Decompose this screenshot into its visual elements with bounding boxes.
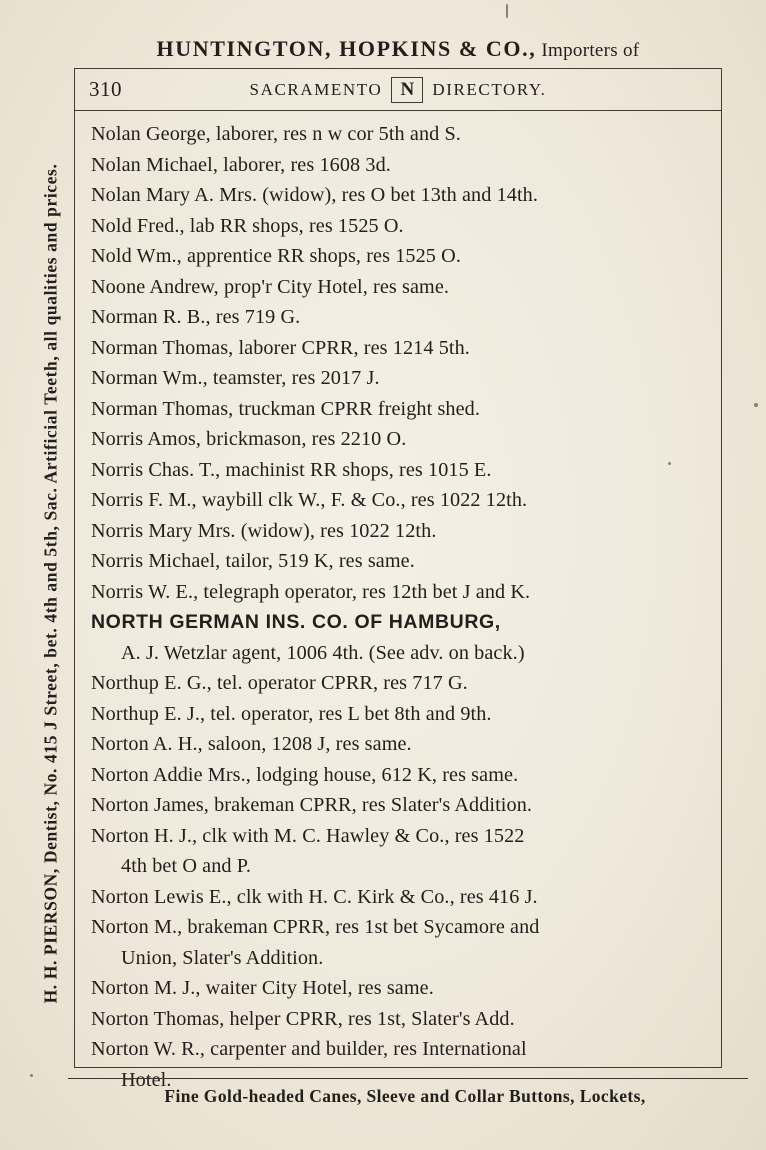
directory-entry <box>91 607 707 668</box>
directory-entry-text: Norton M. J., waiter City Hotel, res same. <box>91 977 434 999</box>
directory-entry <box>91 1004 707 1035</box>
directory-entry <box>91 150 707 181</box>
paper-speck <box>754 403 758 407</box>
directory-entry-text: Norton James, brakeman CPRR, res Slater's Addition. <box>91 794 533 816</box>
directory-entry <box>91 119 707 150</box>
directory-entry-text: Nolan Mary A. Mrs. (widow), res O bet 13th and 14th. <box>91 184 539 206</box>
directory-entry-text: Norton H. J., clk with M. C. Hawley & Co., res 1522 <box>91 824 525 847</box>
header-city: SACRAMENTO <box>249 79 383 99</box>
directory-entry-text: Norman Thomas, laborer CPRR, res 1214 5th. <box>91 336 470 359</box>
directory-entry-text: Norman Thomas, truckman CPRR freight shed. <box>91 397 481 420</box>
directory-entry <box>91 790 707 821</box>
directory-entry <box>91 272 707 303</box>
running-foot: Fine Gold-headed Canes, Sleeve and Collar Buttons, Lockets, <box>164 1086 646 1106</box>
directory-entry <box>91 821 707 882</box>
directory-entry-text: Norris W. E., telegraph operator, res 12th bet J and K. <box>91 580 531 603</box>
directory-entry <box>91 516 707 547</box>
directory-entry <box>91 394 707 425</box>
directory-entry-continuation: A. J. Wetzlar agent, 1006 4th. (See adv. on back.) <box>121 641 525 664</box>
directory-entry-text: NORTH GERMAN INS. CO. OF HAMBURG, <box>91 611 501 633</box>
entry-list <box>75 111 721 1095</box>
header-directory: DIRECTORY. <box>432 79 547 99</box>
directory-entry-text: Northup E. G., tel. operator CPRR, res 717 G. <box>91 672 468 694</box>
directory-entry-text: Norman R. B., res 719 G. <box>91 306 301 328</box>
directory-entry-text: Norton W. R., carpenter and builder, res International <box>91 1038 527 1060</box>
directory-entry-text: Noone Andrew, prop'r City Hotel, res same. <box>91 275 450 298</box>
directory-entry <box>91 363 707 394</box>
directory-entry-text: Norton Addie Mrs., lodging house, 612 K, res same. <box>91 763 519 786</box>
directory-entry <box>91 424 707 455</box>
column-header <box>75 69 721 111</box>
directory-entry-text: Norris Mary Mrs. (widow), res 1022 12th. <box>91 519 437 542</box>
directory-entry-continuation: 4th bet O and P. <box>121 855 252 877</box>
directory-entry <box>91 485 707 516</box>
directory-entry <box>91 546 707 577</box>
directory-entry-text: Nold Fred., lab RR shops, res 1525 O. <box>91 214 404 237</box>
directory-entry-text: Norris Chas. T., machinist RR shops, res 1015 E. <box>91 458 492 481</box>
directory-entry-text: Norton Lewis E., clk with H. C. Kirk & Co., res 416 J. <box>91 885 538 908</box>
side-advertisement <box>34 118 68 1048</box>
paper-speck <box>30 1074 33 1077</box>
directory-entry-continuation: Hotel. <box>121 1068 172 1091</box>
directory-entry-text: Norton Thomas, helper CPRR, res 1st, Slater's Add. <box>91 1007 515 1030</box>
directory-entry <box>91 455 707 486</box>
directory-entry <box>91 882 707 913</box>
directory-entry-text: Norris F. M., waybill clk W., F. & Co., res 1022 12th. <box>91 489 528 511</box>
running-head-rest: Importers of <box>536 40 640 61</box>
directory-entry-text: Nold Wm., apprentice RR shops, res 1525 O. <box>91 245 461 267</box>
directory-entry <box>91 699 707 730</box>
directory-entry-text: Nolan Michael, laborer, res 1608 3d. <box>91 153 391 176</box>
directory-entry <box>91 668 707 699</box>
directory-entry <box>91 180 707 211</box>
directory-entry <box>91 912 707 973</box>
directory-entry <box>91 211 707 242</box>
directory-entry-text: Norris Amos, brickmason, res 2210 O. <box>91 428 407 450</box>
section-letter: N <box>391 77 423 103</box>
directory-entry <box>91 973 707 1004</box>
paper-speck <box>506 4 508 18</box>
running-head-company: HUNTINGTON, HOPKINS & CO., <box>156 36 537 61</box>
paper-speck <box>668 462 671 465</box>
directory-entry <box>91 760 707 791</box>
directory-entry-text: Norman Wm., teamster, res 2017 J. <box>91 367 380 389</box>
directory-entry-text: Norris Michael, tailor, 519 K, res same. <box>91 550 415 572</box>
directory-entry <box>91 577 707 608</box>
column-header-title <box>75 77 721 103</box>
directory-entry-text: Nolan George, laborer, res n w cor 5th and S. <box>91 123 461 145</box>
directory-entry <box>91 333 707 364</box>
directory-entry <box>91 302 707 333</box>
footer-rule <box>68 1078 748 1079</box>
page-number: 310 <box>89 77 122 101</box>
directory-entry-text: Northup E. J., tel. operator, res L bet 8th and 9th. <box>91 702 492 725</box>
directory-entry-continuation: Union, Slater's Addition. <box>121 946 324 969</box>
running-head <box>78 36 718 62</box>
directory-entry <box>91 729 707 760</box>
directory-entry-text: Norton M., brakeman CPRR, res 1st bet Sycamore and <box>91 916 540 938</box>
side-advertisement-text: H. H. PIERSON, Dentist, No. 415 J Street, bet. 4th and 5th, Sac. Artificial Teeth, all qualities and prices. <box>40 163 61 1003</box>
directory-entry <box>91 241 707 272</box>
directory-column <box>74 68 722 1091</box>
directory-entry-text: Norton A. H., saloon, 1208 J, res same. <box>91 733 412 755</box>
